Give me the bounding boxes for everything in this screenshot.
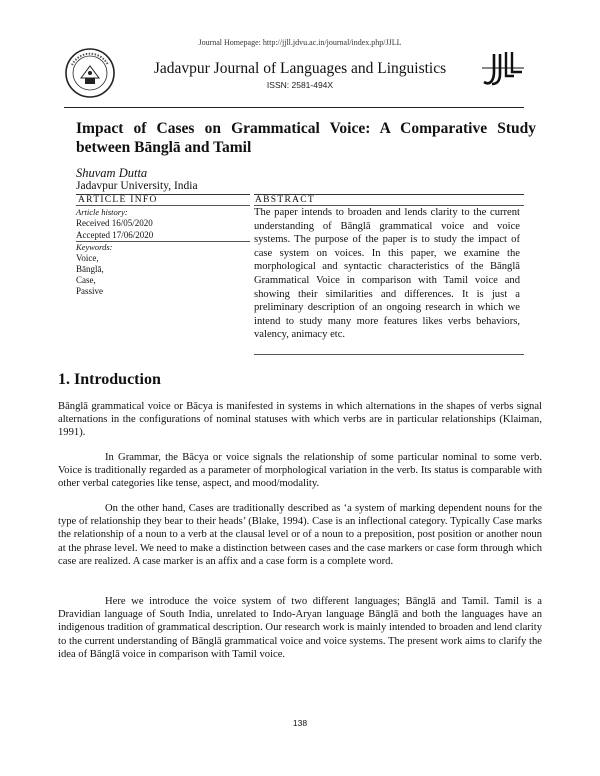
author-affiliation: Jadavpur University, India — [76, 180, 198, 192]
university-seal-logo — [64, 47, 116, 99]
keyword-item: Voice, — [76, 253, 99, 263]
article-history-label: Article history: — [76, 207, 128, 217]
received-date: Received 16/05/2020 — [76, 218, 153, 228]
keyword-item: Bānglā, — [76, 264, 104, 274]
journal-title: Jadavpur Journal of Languages and Linguistics — [153, 60, 447, 77]
keyword-item: Passive — [76, 286, 103, 296]
keyword-item: Case, — [76, 275, 96, 285]
abstract-text: The paper intends to broaden and lends clarity to the current understanding of Bānglā grammatical voice and voice systems. The purpose of the paper is to study the impact of case system on voices. In this paper, we examine the morphological and syntactic characteristics of the Bānglā Grammatical Voice in comparison with Tamil voice and showing their similarities and differences. It is just a preliminary description of an ongoing research in which we intend to study many more features likes verbs behaviors, valency, animacy etc. — [254, 207, 520, 341]
intro-paragraph-2: In Grammar, the Bācya or voice signals the relationship of some particular nominal to some verb. Voice is traditionally regarded as a parameter of morphological variation in the verb. Its status is comparable with other verbal categories like tense, aspect, and mood/modality. — [58, 452, 542, 490]
page-number: 138 — [292, 718, 308, 728]
keywords-label: Keywords: — [76, 242, 113, 252]
header-divider — [64, 107, 524, 108]
article-info-heading-rule — [76, 205, 250, 206]
author-name: Shuvam Dutta — [76, 166, 148, 180]
journal-homepage-link[interactable]: Journal Homepage: http://jjll.jdvu.ac.in/journal/index.php/JJLL — [198, 38, 402, 47]
accepted-date: Accepted 17/06/2020 — [76, 230, 154, 240]
article-info-heading: ARTICLE INFO — [78, 195, 158, 205]
abstract-heading: ABSTRACT — [255, 195, 316, 205]
intro-paragraph-1: Bānglā grammatical voice or Bācya is manifested in systems in which alternations in the shapes of verbs signal alternations in the configurations of nominal statuses with which verbs are in particular relationships (Klaiman, 1991). — [58, 401, 542, 439]
intro-paragraph-3: On the other hand, Cases are traditionally described as ‘a system of marking dependent nouns for the type of relationship they bear to their heads’ (Blake, 1994). Case is an inflectional category. Typically Case marks the relationship of a noun to a verb at the clausal level or of a noun to a preposition, post position or another noun at the phrase level. We need to make a distinction between cases and the case markers or case form through which case are realized. A case marker is an affix and a case form is a complete word. — [58, 503, 542, 567]
intro-paragraph-4: Here we introduce the voice system of two different languages; Bānglā and Tamil. Tamil is a Dravidian language of South India, unrelated to Indo-Aryan language Bānglā and both the languages have an indigenous tradition of grammatical description. Our research work is mainly intended to broaden and lend clarity to the current understanding of Bānglā grammatical voice and voice systems. The present work aims to clarify the idea of Bānglā voice in comparison with Tamil voice. — [58, 596, 542, 660]
issn: ISSN: 2581-494X — [266, 80, 334, 90]
abstract-bottom-rule — [254, 354, 524, 355]
section-heading-introduction: 1. Introduction — [58, 371, 161, 388]
paper-title: Impact of Cases on Grammatical Voice: A Comparative Study between Bānglā and Tamil — [76, 120, 536, 156]
jjll-logo — [480, 48, 526, 88]
